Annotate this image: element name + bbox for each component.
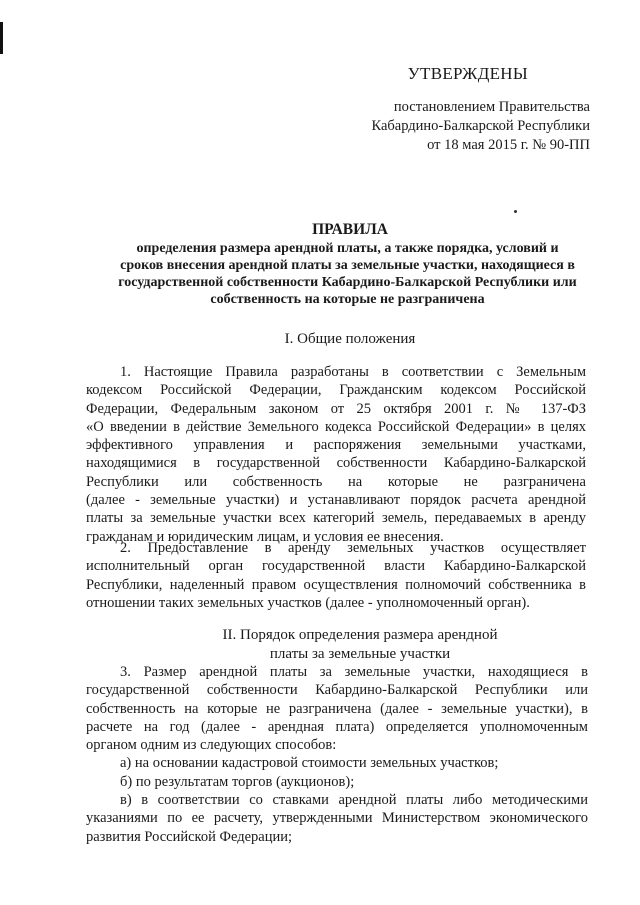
paragraph-line: кодексом Российской Федерации, Гражданским кодексом Российской	[86, 382, 586, 399]
paragraph-line: органом одним из следующих способов:	[86, 737, 337, 754]
paragraph-line: «О введении в действие Земельного кодекса Российской Федерации» в целях	[86, 418, 586, 435]
paragraph-line: находящимися в государственной собственности Кабардино-Балкарской	[86, 455, 586, 472]
paragraph-line: исполнительный орган государственной власти Кабардино-Балкарской	[86, 558, 586, 575]
document-subtitle	[90, 240, 605, 308]
paragraph-line: развития Российской Федерации;	[86, 828, 293, 845]
paragraph-line: 3. Размер арендной платы за земельные участки, находящиеся в	[120, 664, 588, 680]
list-item: в) в соответствии со ставками арендной платы либо методическими	[120, 792, 588, 809]
document-title: ПРАВИЛА	[312, 221, 388, 238]
paragraph-3	[86, 663, 588, 846]
paragraph-line: отношении таких земельных участков (далее - уполномоченный орган).	[86, 594, 530, 611]
section-heading-line: II. Порядок определения размера арендной	[222, 627, 498, 643]
scan-speck	[514, 210, 517, 213]
decree-line: постановлением Правительства	[393, 99, 590, 115]
scan-edge-mark	[0, 22, 3, 54]
list-item: б) по результатам торгов (аукционов);	[120, 773, 355, 790]
section-heading-line: платы за земельные участки	[269, 646, 451, 662]
paragraph-line: расчете на год (далее - арендная плата) определяется уполномоченным	[86, 718, 588, 735]
approval-heading: УТВЕРЖДЕНЫ	[407, 64, 528, 83]
paragraph-line: собственность на которые не разграничена (далее - земельные участки), в	[86, 700, 588, 717]
paragraph-line: (далее - земельные участки) и устанавливают порядок расчета арендной	[86, 492, 586, 509]
paragraph-line: Республики, наделенный правом осуществления полномочий собственника в	[86, 576, 586, 593]
paragraph-line: 2. Предоставление в аренду земельных участков осуществляет	[120, 540, 586, 556]
list-item: а) на основании кадастровой стоимости земельных участков;	[120, 755, 499, 772]
subtitle-line: государственной собственности Кабардино-Балкарской Республики или	[118, 275, 577, 290]
paragraph-line: Федерации, Федеральным законом от 25 октября 2001 г. № 137-ФЗ	[86, 400, 586, 417]
paragraph-line: платы за земельные участки всех категорий земель, передаваемых в аренду	[86, 510, 586, 527]
decree-line: от 18 мая 2015 г. № 90-ПП	[427, 137, 590, 153]
subtitle-line: сроков внесения арендной платы за земельные участки, находящиеся в	[120, 258, 575, 273]
section-heading-lease-rate	[190, 626, 530, 664]
decree-reference	[300, 98, 590, 155]
paragraph-2	[86, 539, 586, 612]
paragraph-line: эффективного управления и распоряжения земельными участками,	[86, 437, 586, 454]
section-heading-general	[240, 330, 460, 349]
paragraph-line: Республики или собственность на которые не разграничена	[86, 473, 586, 490]
subtitle-line: определения размера арендной платы, а также порядка, условий и	[136, 241, 559, 256]
paragraph-1	[86, 363, 586, 546]
section-heading-line: I. Общие положения	[284, 331, 416, 347]
paragraph-line: 1. Настоящие Правила разработаны в соответствии с Земельным	[120, 364, 586, 380]
subtitle-line: собственность на которые не разграничена	[210, 292, 485, 307]
decree-line: Кабардино-Балкарской Республики	[371, 118, 590, 134]
paragraph-line: государственной собственности Кабардино-Балкарской Республики или	[86, 682, 588, 699]
paragraph-line: гражданам и юридическим лицам, и условия ее внесения.	[86, 528, 444, 545]
paragraph-line: указаниями по ее расчету, утвержденными Министерством экономического	[86, 810, 588, 827]
